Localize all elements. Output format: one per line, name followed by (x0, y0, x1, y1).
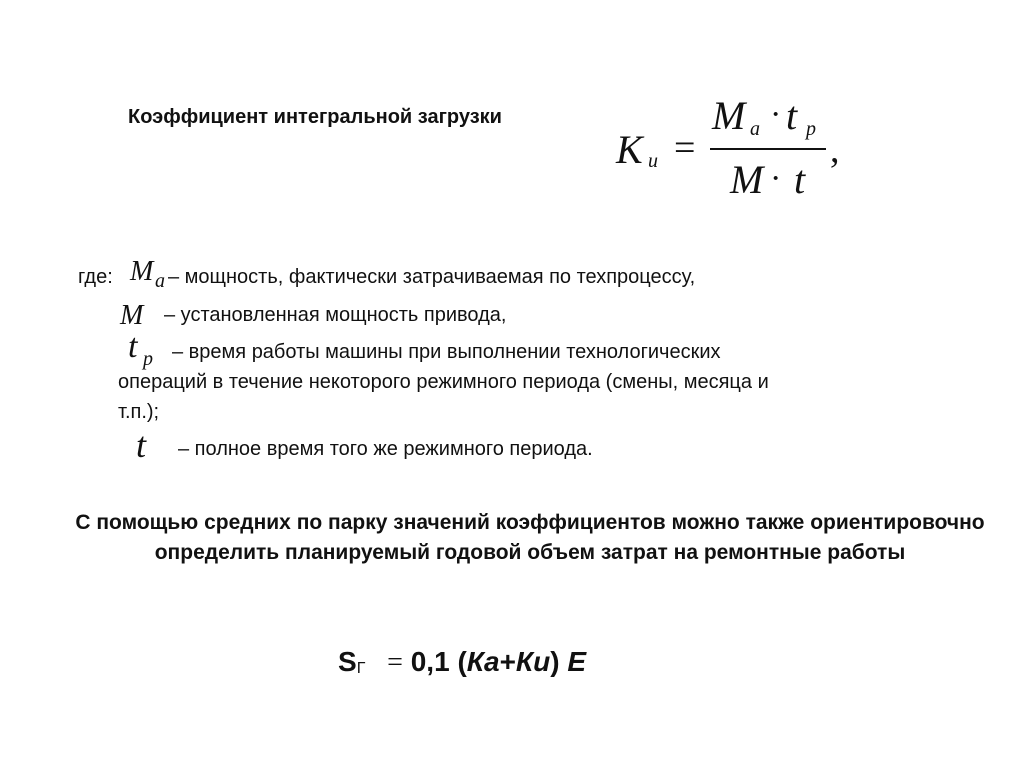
definition-subscript-ma: a (155, 270, 165, 292)
formula-numerator-t-subscript: p (806, 118, 816, 140)
cost-equals: = (387, 647, 403, 678)
slide-title: Коэффициент интегральной загрузки (128, 106, 502, 128)
definition-symbol-m: M (120, 300, 144, 331)
cost-s-symbol: S (338, 646, 357, 677)
definition-symbol-tp: t (128, 328, 138, 365)
cost-coefficient: 0,1 (410, 646, 450, 677)
definition-symbol-t: t (136, 425, 147, 465)
cost-e: E (567, 646, 587, 677)
formula-k-subscript: и (648, 150, 658, 172)
cost-ka: Ка (466, 646, 500, 677)
integral-load-formula (610, 92, 850, 202)
formula-k-symbol: K (616, 127, 643, 172)
formula-numerator-m-subscript: a (750, 118, 760, 140)
formula-denominator-m: M (730, 157, 764, 202)
formula-comma: , (830, 129, 840, 171)
definition-symbol-ma: M (130, 256, 154, 287)
formula-numerator-m: M (712, 93, 746, 138)
formula-numerator-t: t (786, 93, 798, 138)
cost-open-paren: ( (457, 646, 467, 677)
cost-close-paren: ) (550, 646, 560, 677)
cost-s-subscript: Г (356, 660, 366, 677)
definitions-prefix: где: (78, 266, 113, 288)
cost-plus: + (499, 646, 516, 677)
definition-text-tp-continuation-1: операций в течение некоторого режимного периода (смены, месяца и (118, 371, 769, 393)
cost-ki: Ки (515, 646, 551, 677)
definition-text-tp-continuation-2: т.п.); (118, 401, 160, 423)
definition-text-t: – полное время того же режимного периода. (178, 438, 593, 460)
formula-numerator-dot: · (770, 96, 782, 133)
formula-equals: = (674, 127, 696, 169)
formula-denominator-t: t (794, 157, 806, 202)
repair-cost-formula (338, 646, 586, 679)
formula-denominator-dot: · (770, 160, 782, 197)
definition-text-m: – установленная мощность привода, (164, 304, 507, 326)
summary-paragraph: С помощью средних по парку значений коэффициентов можно также ориентировочно определить планируемый годовой объем затрат на ремонтные работы (75, 511, 985, 564)
definition-text-tp: – время работы машины при выполнении технологических (172, 341, 721, 363)
definition-subscript-tp: p (143, 348, 153, 370)
definition-text-ma: – мощность, фактически затрачиваемая по техпроцессу, (168, 266, 696, 288)
fraction-bar (710, 148, 826, 150)
